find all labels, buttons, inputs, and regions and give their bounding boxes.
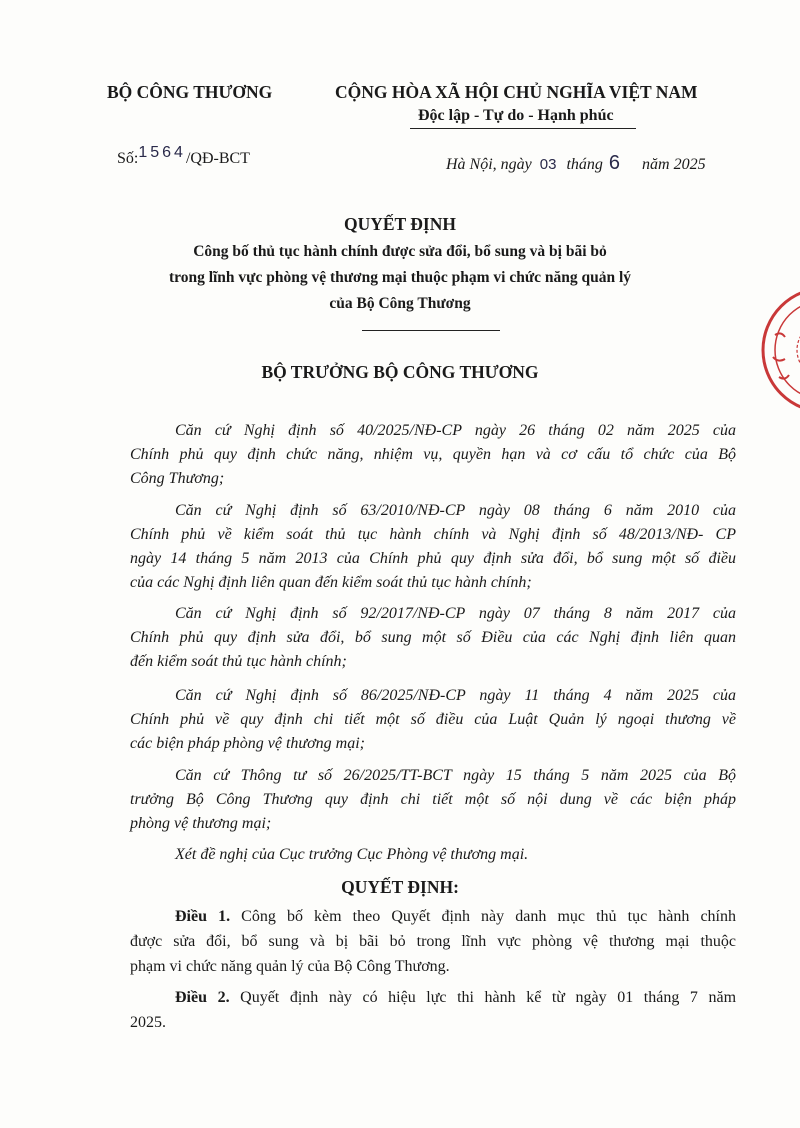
preamble-line: phòng vệ thương mại; [130, 815, 272, 832]
preamble-line: Căn cứ Nghị định số 92/2017/NĐ-CP ngày 07 tháng 8 năm 2017 của [175, 605, 736, 622]
number-prefix: Số: [117, 150, 139, 167]
preamble-line: trưởng Bộ Công Thương quy định chi tiết một số nội dung về các biện pháp [130, 791, 736, 808]
country-name: CỘNG HÒA XÃ HỘI CHỦ NGHĨA VIỆT NAM [335, 82, 698, 102]
preamble-line: Chính phủ quy định sửa đổi, bổ sung một số Điều của các Nghị định liên quan [130, 629, 736, 646]
article-line: 2025. [130, 1014, 166, 1031]
preamble-line: Chính phủ quy định chức năng, nhiệm vụ, quyền hạn và cơ cấu tổ chức của Bộ [130, 446, 736, 463]
document-title: QUYẾT ĐỊNH [344, 214, 456, 234]
preamble-line: các biện pháp phòng vệ thương mại; [130, 735, 365, 752]
date-place: Hà Nội, ngày [446, 156, 532, 173]
article-text: Công bố kèm theo Quyết định này danh mục thủ tục hành chính [230, 908, 737, 925]
motto-underline [410, 128, 636, 129]
article-2 [175, 989, 736, 1007]
preamble-line: của các Nghị định liên quan đến kiểm soát thủ tục hành chính; [130, 574, 532, 591]
article-label: Điều 1. [175, 908, 231, 925]
national-motto: Độc lập - Tự do - Hạnh phúc [418, 107, 614, 124]
number-suffix: /QĐ-BCT [185, 150, 250, 167]
preamble-line: Chính phủ về kiểm soát thủ tục hành chính và Nghị định số 48/2013/NĐ- CP [130, 526, 736, 543]
seal-inner-ring [775, 300, 800, 400]
preamble-line: Căn cứ Nghị định số 86/2025/NĐ-CP ngày 11 tháng 4 năm 2025 của [175, 687, 736, 704]
article-label: Điều 2. [175, 989, 230, 1006]
handwritten-number: 1564 [138, 144, 186, 161]
preamble-line: Chính phủ về quy định chi tiết một số điều của Luật Quản lý ngoại thương về [130, 711, 736, 728]
date-month: 6 [608, 152, 621, 174]
preamble-line: đến kiểm soát thủ tục hành chính; [130, 653, 347, 670]
title-divider [362, 330, 500, 331]
preamble-line: Công Thương; [130, 470, 225, 487]
date-day: 03 [539, 156, 557, 173]
seal-outer-ring [763, 288, 800, 412]
preamble-line: Căn cứ Nghị định số 63/2010/NĐ-CP ngày 08 tháng 6 năm 2010 của [175, 502, 736, 519]
preamble-line: ngày 14 tháng 5 năm 2013 của Chính phủ quy định sửa đổi, bổ sung một số điều [130, 550, 736, 567]
subtitle-line: Công bố thủ tục hành chính được sửa đổi, bổ sung và bị bãi bỏ [193, 243, 607, 260]
date-month-label: tháng [566, 156, 603, 173]
preamble-line: Xét đề nghị của Cục trưởng Cục Phòng vệ thương mại. [175, 846, 529, 863]
preamble-line: Căn cứ Thông tư số 26/2025/TT-BCT ngày 15 tháng 5 năm 2025 của Bộ [175, 767, 736, 784]
ministry-name: BỘ CÔNG THƯƠNG [107, 82, 273, 102]
article-line: được sửa đổi, bổ sung và bị bãi bỏ trong lĩnh vực phòng vệ thương mại thuộc [130, 933, 736, 950]
decision-number [117, 144, 250, 168]
official-seal-icon [755, 285, 800, 415]
subtitle-line: của Bộ Công Thương [329, 295, 471, 312]
decision-heading: QUYẾT ĐỊNH: [341, 877, 459, 897]
preamble-line: Căn cứ Nghị định số 40/2025/NĐ-CP ngày 26 tháng 02 năm 2025 của [175, 422, 736, 439]
issuing-authority: BỘ TRƯỞNG BỘ CÔNG THƯƠNG [261, 362, 539, 382]
article-1 [175, 908, 736, 926]
issue-date [446, 152, 706, 175]
date-year: năm 2025 [642, 156, 706, 173]
article-text: Quyết định này có hiệu lực thi hành kể từ ngày 01 tháng 7 năm [229, 989, 737, 1006]
subtitle-line: trong lĩnh vực phòng vệ thương mại thuộc phạm vi chức năng quản lý [168, 269, 632, 286]
article-line: phạm vi chức năng quản lý của Bộ Công Thương. [130, 958, 450, 975]
